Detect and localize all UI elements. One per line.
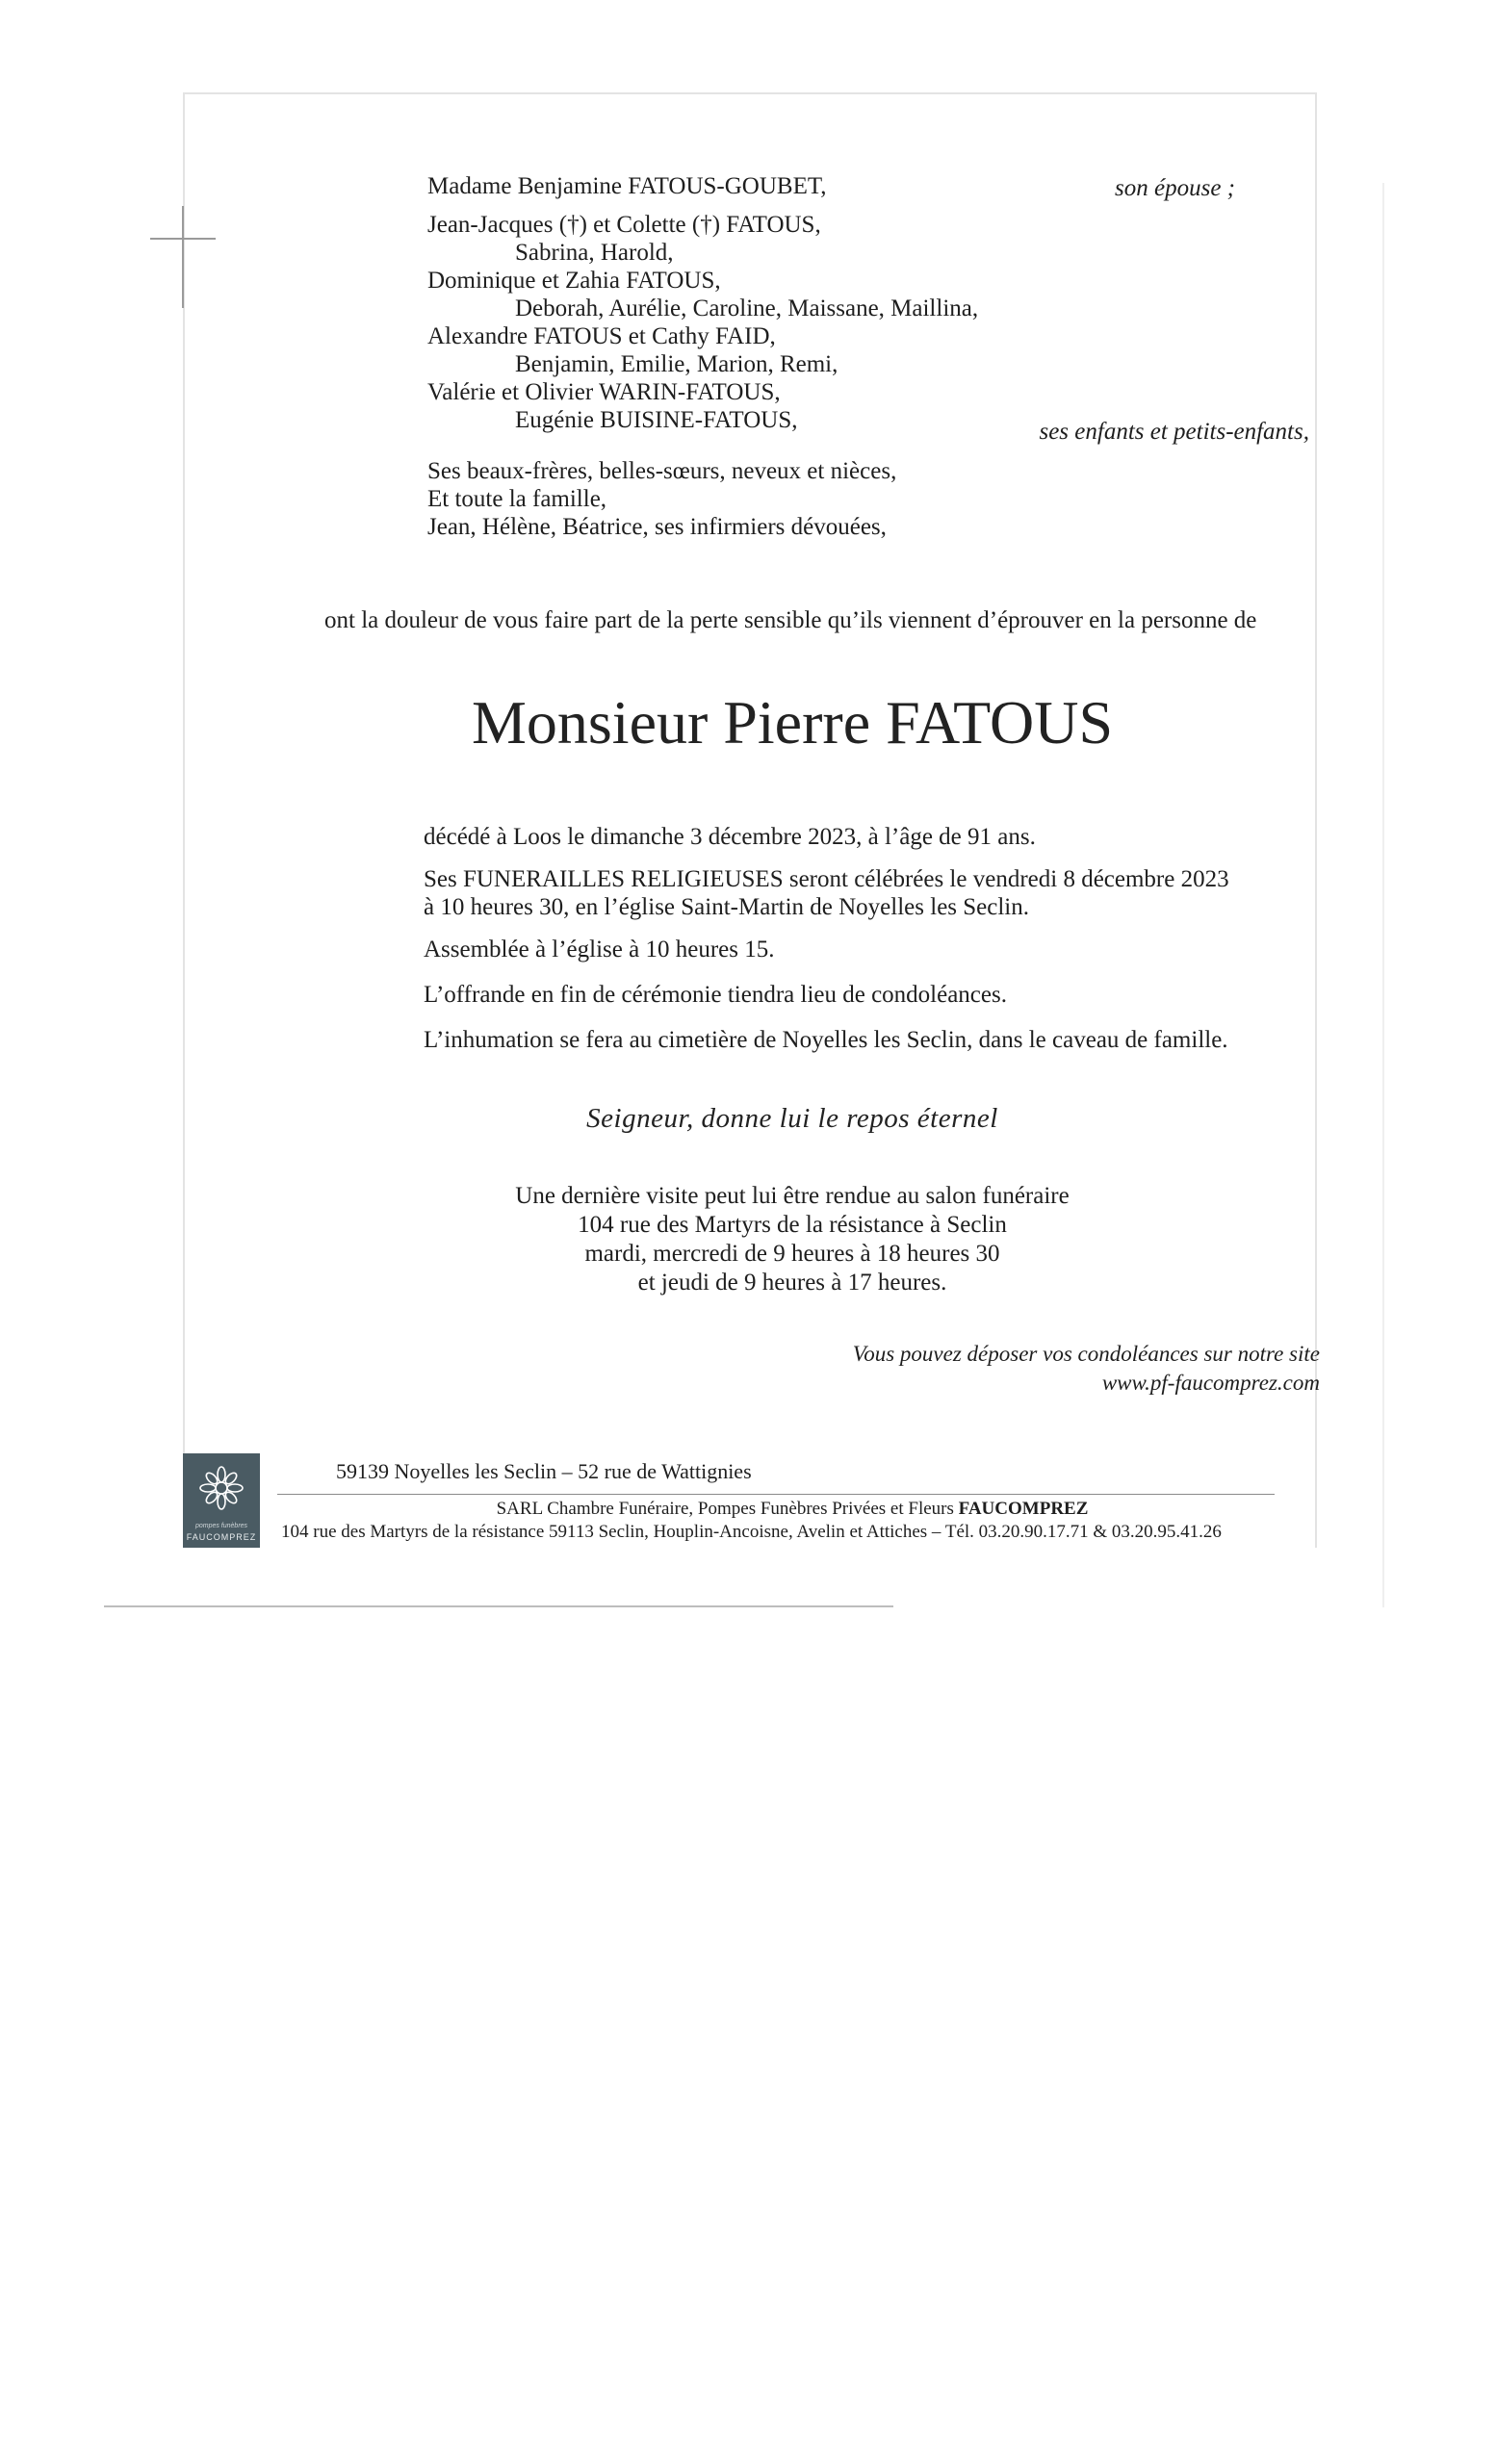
- death-info: décédé à Loos le dimanche 3 décembre 2023, à l’âge de 91 ans.: [424, 824, 1036, 850]
- heir-line: Valérie et Olivier WARIN-FATOUS,: [427, 379, 781, 405]
- heir-line: Deborah, Aurélie, Caroline, Maissane, Maillina,: [515, 295, 979, 321]
- other-relatives: [427, 457, 896, 541]
- footer-address: 59139 Noyelles les Seclin – 52 rue de Wattignies: [336, 1459, 752, 1483]
- burial-info: L’inhumation se fera au cimetière de Noyelles les Seclin, dans le caveau de famille.: [424, 1027, 1228, 1053]
- heir-line: Alexandre FATOUS et Cathy FAID,: [427, 323, 776, 349]
- offering-info: L’offrande en fin de cérémonie tiendra lieu de condoléances.: [424, 982, 1007, 1008]
- logo-brand: FAUCOMPREZ: [186, 1532, 257, 1542]
- condolences-website[interactable]: www.pf-faucomprez.com: [1101, 1371, 1320, 1395]
- relatives-line: Et toute la famille,: [427, 486, 607, 512]
- scan-border-right: [1315, 92, 1317, 1548]
- condolences-note: [853, 1340, 1320, 1398]
- spouse-name: Madame Benjamine FATOUS-GOUBET,: [427, 173, 827, 199]
- spouse-role: son épouse ;: [1115, 175, 1235, 201]
- visit-info: [0, 1182, 1496, 1297]
- deceased-name: Monsieur Pierre FATOUS: [471, 688, 1114, 757]
- company-prefix: SARL Chambre Funéraire, Pompes Funèbres Privées et Fleurs: [496, 1499, 959, 1519]
- prayer-text: Seigneur, donne lui le repos éternel: [586, 1103, 998, 1134]
- heir-line: Benjamin, Emilie, Marion, Remi,: [515, 351, 838, 377]
- assembly-info: Assemblée à l’église à 10 heures 15.: [424, 937, 775, 962]
- visit-line: et jeudi de 9 heures à 17 heures.: [637, 1270, 947, 1296]
- logo-small-text: pompes funèbres: [194, 1523, 248, 1529]
- relatives-line: Jean, Hélène, Béatrice, ses infirmiers dévouées,: [427, 514, 887, 540]
- heir-line: Sabrina, Harold,: [515, 240, 674, 266]
- scan-border-bottom: [104, 1605, 893, 1607]
- heir-line: Jean-Jacques (†) et Colette (†) FATOUS,: [427, 212, 821, 238]
- visit-line: mardi, mercredi de 9 heures à 18 heures 30: [584, 1241, 1000, 1267]
- funeral-line: Ses FUNERAILLES RELIGIEUSES seront célébrées le vendredi 8 décembre 2023: [424, 866, 1229, 892]
- children-role: ses enfants et petits-enfants,: [1039, 419, 1309, 445]
- funeral-info: [424, 865, 1229, 921]
- scan-border-outer-right: [1382, 183, 1384, 1607]
- relatives-line: Ses beaux-frères, belles-sœurs, neveux et nièces,: [427, 458, 897, 484]
- heirs-list: [427, 211, 978, 434]
- funeral-line: à 10 heures 30, en l’église Saint-Martin de Noyelles les Seclin.: [424, 894, 1030, 920]
- scan-border-top: [183, 92, 1315, 94]
- visit-line: 104 rue des Martyrs de la résistance à Seclin: [578, 1212, 1007, 1238]
- heir-line: Eugénie BUISINE-FATOUS,: [515, 407, 798, 433]
- announcement: ont la douleur de vous faire part de la perte sensible qu’ils viennent d’éprouver en la personne de: [324, 607, 1257, 633]
- visit-line: Une dernière visite peut lui être rendue au salon funéraire: [515, 1183, 1070, 1209]
- company-name: FAUCOMPREZ: [958, 1499, 1089, 1519]
- heir-line: Dominique et Zahia FATOUS,: [427, 268, 721, 294]
- condolences-line: Vous pouvez déposer vos condoléances sur notre site: [852, 1342, 1320, 1366]
- footer-company: [0, 1498, 1496, 1521]
- footer-contact: 104 rue des Martyrs de la résistance 59113 Seclin, Houplin-Ancoisne, Avelin et Attiches – Tél. 03.20.90.17.71 & 03.20.95.41.26: [281, 1522, 1222, 1542]
- footer-divider: [277, 1494, 1275, 1495]
- cross-icon: [144, 206, 221, 308]
- scan-border-left: [183, 92, 185, 1548]
